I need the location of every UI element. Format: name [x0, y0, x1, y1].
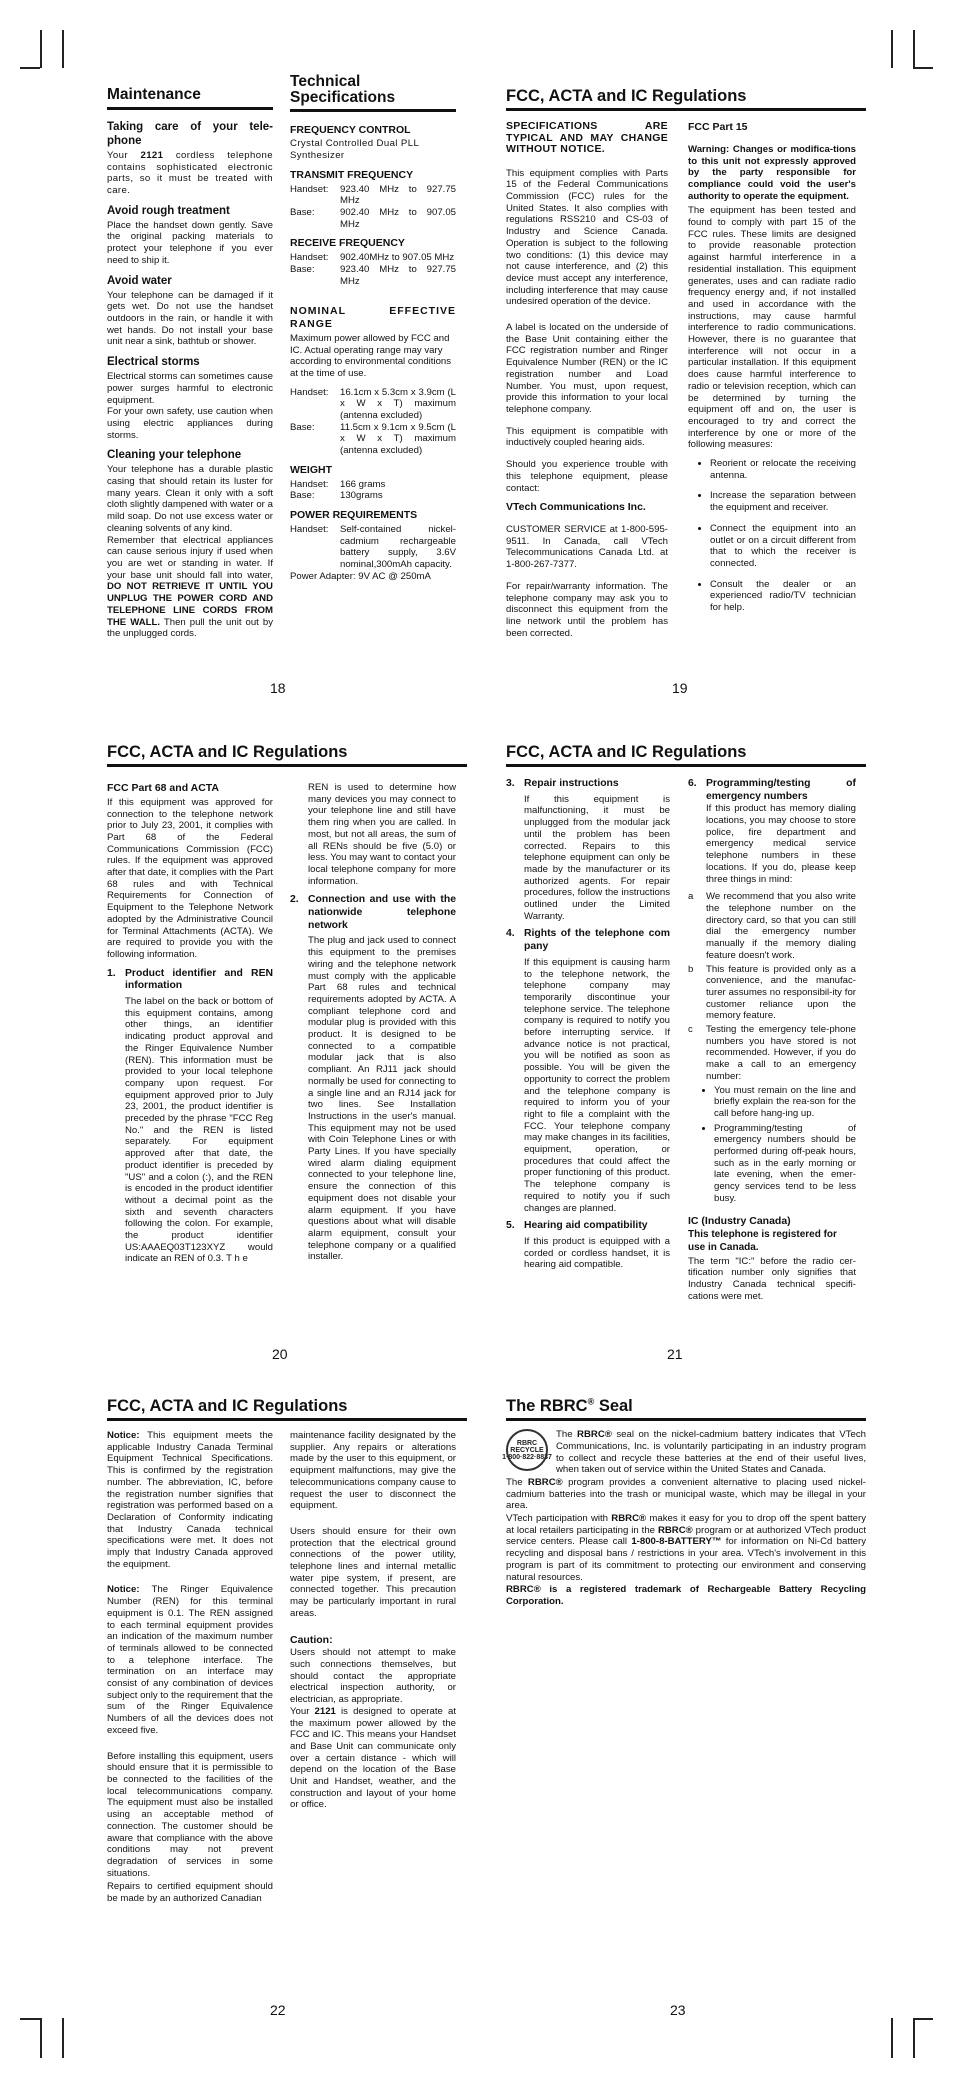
page-number: 22: [270, 2002, 286, 2018]
crop-mark: [62, 2018, 64, 2058]
crop-mark: [20, 2018, 40, 2020]
spec-row: Handset: 902.40MHz to 907.05 MHz: [290, 252, 455, 264]
section-heading: Cleaning your telephone: [107, 449, 242, 462]
paragraph: Repairs to certified equipment should be made by an authorized Canadian: [107, 1881, 273, 1905]
paragraph: REN is used to determine how many devices you may connect to your telephone line and still have them ring when you are called. In most, but not all areas, the sum of all RENs should be five (5.0) or less. You may want to contact your local telephone company for more information.: [308, 782, 456, 887]
fcc-title: FCC, ACTA and IC Regulations: [107, 1396, 467, 1421]
warning: Warning: Changes or modifica-tions to this unit not expressly approved by the party responsible for compliance could void the user's authority to operate the equipment.: [688, 143, 856, 202]
rbrc-title: The RBRC® Seal: [506, 1396, 866, 1421]
list-item: • You must remain on the line and briefly explain the rea-son for the call before hang-ing up.: [714, 1085, 856, 1120]
paragraph: Your 2121 is designed to operate at the maximum power allowed by the FCC and IC. This means your Handset and Base Unit can communicate only over a certain distance - which will depend on the location of the Base Unit and Handset, weather, and the construction and layout of your home or office.: [290, 1705, 456, 1811]
fcc-title: FCC, ACTA and IC Regulations: [506, 742, 866, 767]
interference-measures: [688, 458, 856, 614]
page-20-col1: [107, 782, 273, 1271]
spec-heading: NOMINAL EFFECTIVE RANGE: [290, 305, 456, 331]
tech-specs-title: Technical Specifications: [290, 74, 456, 112]
crop-mark: [913, 2018, 933, 2020]
section-heading: Avoid rough treatment: [107, 204, 230, 217]
page-21-col2: [688, 778, 856, 1310]
list-item: 4. Rights of the telephone com pany If this equipment is causing harm to the telephone network, the telephone company may temporarily discontinue your telephone service. The telephone company is required to notify you before interrupting service. If advance notice is not practical, you will be notified as soon as possible. You will be given the opportunity to correct the problem and the telephone company is required to inform you of your right to file a complaint with the FCC. Your telephone company may make changes in its facilities, equipment, operation, or procedures that could affect the proper functioning of this product. The telephone company is required to notify you if such changes are planned.: [506, 928, 670, 1214]
paragraph: If this equipment was approved for connection to the telephone network prior to July 23, 2001, it complies with Part 68 of the Federal Communications Commission (FCC) rules. If the equipment was approved after that date, it complies with the Part 68 rules and with Technical Requirements for Connection of Equipment to the Telephone Network adopted by the Administrative Council for Terminal Attachments (ACTA). We are required to provide you with the following information.: [107, 796, 273, 960]
spec-row: Base: 11.5cm x 9.1cm x 9.5cm (L x W x T) maximum (antenna excluded): [290, 421, 456, 457]
list-item: • Connect the equipment into an outlet or on a circuit different from that to which the receiver is connected.: [710, 523, 856, 570]
list-item: a We recommend that you also write the telephone number on the directory card, so that you can still dial the emergency number manually if the memory dialing feature doesn't work.: [688, 891, 856, 961]
crop-mark: [62, 30, 64, 68]
page-22: [107, 1396, 467, 1421]
section-heading: Avoid water: [107, 274, 172, 287]
crop-mark: [20, 67, 40, 69]
spec-heading: TRANSMIT FREQUENCY: [290, 168, 414, 181]
spec-heading: POWER REQUIREMENTS: [290, 509, 418, 522]
list-item: 5. Hearing aid compatibility If this product is equipped with a corded or cordless handset, it is hearing aid compatible.: [506, 1220, 670, 1271]
spec-row: Handset: 166 grams: [290, 478, 386, 490]
spec-row: Base: 923.40 MHz to 927.75 MHz: [290, 263, 456, 287]
page-23: [502, 1396, 866, 1615]
page-22-col1: [107, 1430, 273, 1912]
page-number: 23: [670, 2002, 686, 2018]
section-body: Remember that electrical appliances can cause serious injury if used when you are wet or standing in water. If your base unit should fall into water, DO NOT RETRIEVE IT UNTIL YOU UNPLUG THE POWER CORD AND TELEPHONE LINE CORDS FROM THE WALL. Then pull the unit out by the unplugged cords.: [107, 534, 273, 640]
section-body: Place the handset down gently. Save the original packing materials to protect your telephone if you ever need to ship it.: [107, 219, 273, 266]
crop-mark: [913, 67, 933, 69]
page-20: [107, 742, 467, 767]
ic-heading: IC (Industry Canada): [688, 1214, 791, 1227]
rbrc-body: [502, 1429, 866, 1608]
list-item: 6. Programming/testing of emergency numbers If this product has memory dialing locations, you may choose to store police, fire department and emergency medical service telephone numbers in these locations. If you do, please keep three things in mind:: [688, 778, 856, 885]
spec-heading: RECEIVE FREQUENCY: [290, 237, 405, 250]
crop-mark: [891, 30, 893, 68]
paragraph: For repair/warranty information. The telephone company may ask you to disconnect this equipment from the line network until the problem has been corrected.: [506, 580, 668, 639]
section-body: For your own safety, use caution when using electric appliances during storms.: [107, 406, 273, 441]
spec-row: Handset: 923.40 MHz to 927.75 MHz: [290, 183, 456, 207]
spec-heading: WEIGHT: [290, 463, 332, 476]
list-item: 3. Repair instructions If this equipment is malfunctioning, it must be unplugged from the modular jack until the problem has been corrected. Repairs to this telephone equipment can only be made by the manufacturer or its authorized agents. For repair procedures, follow the instructions outlined under the Limited Warranty.: [506, 778, 670, 922]
paragraph: The equipment has been tested and found to comply with part 15 of the FCC rules. These limits are designed to provide reasonable protection against harmful interference in a residential installation. This equipment generates, uses and can radiate radio frequency energy and, if not installed and used in accordance with the instructions, may cause harmful interference to radio communications. However, there is no guarantee that interference will not occur in a particular installation. If this equipment does cause harmful interference to radio or television reception, which can be determined by turning the equipment off and on, the user is encouraged to try and correct the interference by one or more of the following measures:: [688, 205, 856, 451]
vtech-heading: VTech Communications Inc.: [506, 501, 646, 514]
paragraph: The RBRC® seal on the nickel-cadmium battery indicates that VTech Communications, Inc. is voluntarily participating in an industry program to collect and recycle these batteries at the end of their useful lives, when taken out of service within the United States and Canada.: [556, 1429, 866, 1476]
paragraph: CUSTOMER SERVICE at 1-800-595-9511. In Canada, call VTech Telecommunications Canada Ltd. at 1-800-267-7377.: [506, 524, 668, 571]
rbrc-seal-icon: RBRC RECYCLE 1·800·822·8837: [506, 1429, 548, 1471]
spec-row: Base: 902.40 MHz to 907.05 MHz: [290, 206, 456, 230]
page-19-col1: [506, 121, 668, 646]
spec-row: Power Adapter: 9V AC @ 250mA: [290, 570, 431, 582]
paragraph: Before installing this equipment, users should ensure that it is permissible to be connected to the facilities of the local telecommunications company. The equipment must also be installed using an acceptable method of connection. The customer should be aware that compliance with the above conditions may not prevent degradation of services in some situations.: [107, 1750, 273, 1879]
page-18-maintenance: [107, 86, 273, 647]
section-body: Your 2121 cordless telephone contains sophisticated electronic parts, so it must be treated with care.: [107, 149, 273, 197]
crop-mark: [40, 2018, 42, 2058]
notice-paragraph: Notice: This equipment meets the applicable Industry Canada Terminal Equipment Technical Specifications. This is confirmed by the registration number. The abbreviation, IC, before the registration number signifies that registration was performed based on a Declaration of Conformity indicating that Industry Canada technical specifications were met. It does not imply that Industry Canada approved the equipment.: [107, 1430, 273, 1570]
paragraph: The RBRC® program provides a convenient alternative to placing used nickel-cadmium batteries into the trash or municipal waste, which may be illegal in your area.: [506, 1476, 866, 1512]
page-18-tech-specs: [290, 74, 456, 582]
page-number: 20: [272, 1346, 288, 1362]
paragraph: This equipment is compatible with inductively coupled hearing aids.: [506, 425, 668, 449]
page-number: 21: [667, 1346, 683, 1362]
spec-heading: FREQUENCY CONTROL: [290, 123, 411, 136]
specs-notice: SPECIFICATIONS ARE TYPICAL AND MAY CHANGE WITHOUT NOTICE.: [506, 120, 668, 156]
list-item: • Programming/testing of emergency numbers should be performed during off-peak hours, such as in the early morning or late evening, when the emer-gency services tend to be less busy.: [714, 1123, 856, 1205]
section-body: Your telephone can be damaged if it gets wet. Do not use the handset outdoors in the rain, or handle it with wet hands. Do not install your base unit near a sink, bathtub or shower.: [107, 289, 273, 348]
crop-mark: [891, 2018, 893, 2058]
section-body: Your telephone has a durable plastic casing that should retain its luster for many years. Clean it only with a soft cloth slightly dampened with water or a mild soap. Do not use excess water or cleaning solvents of any kind.: [107, 464, 273, 534]
page-20-col2: [290, 782, 456, 1269]
part68-heading: FCC Part 68 and ACTA: [107, 782, 220, 794]
spec-row: Handset: 16.1cm x 5.3cm x 3.9cm (L x W x T) maximum (antenna excluded): [290, 386, 456, 422]
emergency-bullets: [688, 1085, 856, 1205]
paragraph: Users should ensure for their own protection that the electrical ground connections of the power utility, telephone lines and internal metallic water pipe system, if present, are connected together. This precaution may be particularly important in rural areas.: [290, 1525, 456, 1619]
list-item: • Increase the separation between the equipment and receiver.: [710, 490, 856, 513]
page-number: 18: [270, 680, 286, 696]
maintenance-title: Maintenance: [107, 86, 273, 110]
notice-paragraph: Notice: The Ringer Equivalence Number (REN) for this terminal equipment is 0.1. The REN assigned to each terminal equipment provides an indication of the maximum number of terminals allowed to be connected to a telephone interface. The termination on an interface may consist of any combination of devices subject only to the requirement that the sum of the Ringer Equivalence Numbers of all the devices does not exceed five.: [107, 1584, 273, 1736]
spec-body: Maximum power allowed by FCC and IC. Actual operating range may vary according to environmental conditions at the time of use.: [290, 332, 452, 379]
section-body: Electrical storms can sometimes cause power surges harmful to electronic equipment.: [107, 371, 273, 406]
caution-heading: Caution:: [290, 1633, 333, 1646]
crop-mark: [913, 30, 915, 68]
list-item: c Testing the emergency tele-phone numbers you have stored is not recommended. However, if you do make a call to an emergency number:: [688, 1024, 856, 1082]
section-heading: Electrical storms: [107, 356, 200, 369]
fcc-title: FCC, ACTA and IC Regulations: [107, 742, 467, 767]
ic-registered: This telephone is registered for use in Canada.: [688, 1229, 837, 1253]
crop-mark: [913, 2018, 915, 2058]
list-item: • Reorient or relocate the receiving antenna.: [710, 458, 856, 481]
section-heading: Taking care of your tele-phone: [107, 120, 273, 147]
spec-row: Handset: Self-contained nickel-cadmium rechargeable battery supply, 3.6V nominal,300mAh capacity.: [290, 523, 456, 570]
list-item: 1. Product identifier and REN information The label on the back or bottom of this equipment contains, among other things, an identifier indicating product approval and the Ringer Equivalence Number (REN). This information must be provided to your local telephone company upon request. For equipment approved prior to July 23, 2001, the product identifier is preceded by the phrase "FCC Reg No." and the REN is listed separately. For equipment approved after that date, the product identifier is preceded by "US" and a colon (:), and the REN is encoded in the product identifier without a decimal point as the sixth and seventh characters following the colon. For example, the product identifier US:AAAEQ03T123XYZ would indicate an REN of 0.3. T h e: [107, 967, 273, 1265]
list-item: b This feature is provided only as a convenience, and the manufac-turer assumes no responsibil-ity for customer reliance upon the memory feature.: [688, 963, 856, 1022]
page-19-col2: [688, 121, 856, 623]
page-number: 19: [672, 680, 688, 696]
paragraph: The term "IC:" before the radio cer-tification number only signifies that Industry Canada technical specifi-cations were met.: [688, 1255, 856, 1302]
list-item: 2. Connection and use with the nationwide telephone network The plug and jack used to connect this equipment to the premises wiring and the telephone network must comply with the applicable Part 68 rules and technical requirements adopted by ACTA. A compliant telephone cord and modular plug is provided with this product. It is designed to be connected to a compatible modular jack that is also compliant. An RJ11 jack should normally be used for connecting to a single line and an RJ14 jack for two lines. See Installation Instructions in the user's manual. This equipment may not be used with Coin Telephone Lines or with Party Lines. If you have specially wired alarm dialing equipment connected to your telephone line, ensure the connection of this equipment does not disable your alarm equipment. If you have questions about what will disable alarm equipment, consult your telephone company or a qualified installer.: [290, 894, 456, 1263]
paragraph: maintenance facility designated by the supplier. Any repairs or alterations made by the user to this equipment, or equipment malfunctions, may give the telecommunications company cause to request the user to disconnect the equipment.: [290, 1430, 456, 1512]
paragraph: VTech participation with RBRC® makes it easy for you to drop off the spent battery at local retailers participating in the RBRC® program or at authorized VTech product service centers. Please call 1-800-8-BATTERY™ for information on Ni-Cd battery recycling and disposal bans / restrictions in your area. VTech's involvement in this program is part of its commitment to protecting our environment and conserving natural resources.: [506, 1513, 866, 1583]
trademark-note: RBRC® is a registered trademark of Rechargeable Battery Recycling Corporation.: [506, 1584, 866, 1607]
paragraph: Users should not attempt to make such connections themselves, but should contact the appropriate electrical inspection authority, or electrician, as appropriate.: [290, 1647, 456, 1706]
fcc-title: FCC, ACTA and IC Regulations: [506, 86, 866, 111]
crop-mark: [40, 30, 42, 68]
spec-body: Crystal Controlled Dual PLL Synthesizer: [290, 138, 419, 162]
page-22-col2: [290, 1430, 456, 1818]
paragraph: This equipment complies with Parts 15 of the Federal Communications Commission (FCC) rules for the United States. It also complies with regulations RSS210 and CS-03 of Industry and Science Canada. Operation is subject to the following two conditions: (1) this device may not cause interference, and (2) this device must accept any interference, including interference that may cause undesired operation of the device.: [506, 167, 668, 308]
paragraph: A label is located on the underside of the Base Unit containing either the FCC registration number and Ringer Equivalence Number (REN) or the IC registration number and Load Number. You must, upon request, provide this information to your local telephone company.: [506, 322, 668, 415]
paragraph: Should you experience trouble with this telephone equipment, please contact:: [506, 459, 668, 494]
page-19: [506, 86, 866, 111]
list-item: • Consult the dealer or an experienced radio/TV technician for help.: [710, 579, 856, 614]
page-21: [506, 742, 866, 767]
part15-heading: FCC Part 15: [688, 121, 748, 133]
page-21-col1: [506, 778, 670, 1277]
spec-row: Base: 130grams: [290, 490, 383, 502]
